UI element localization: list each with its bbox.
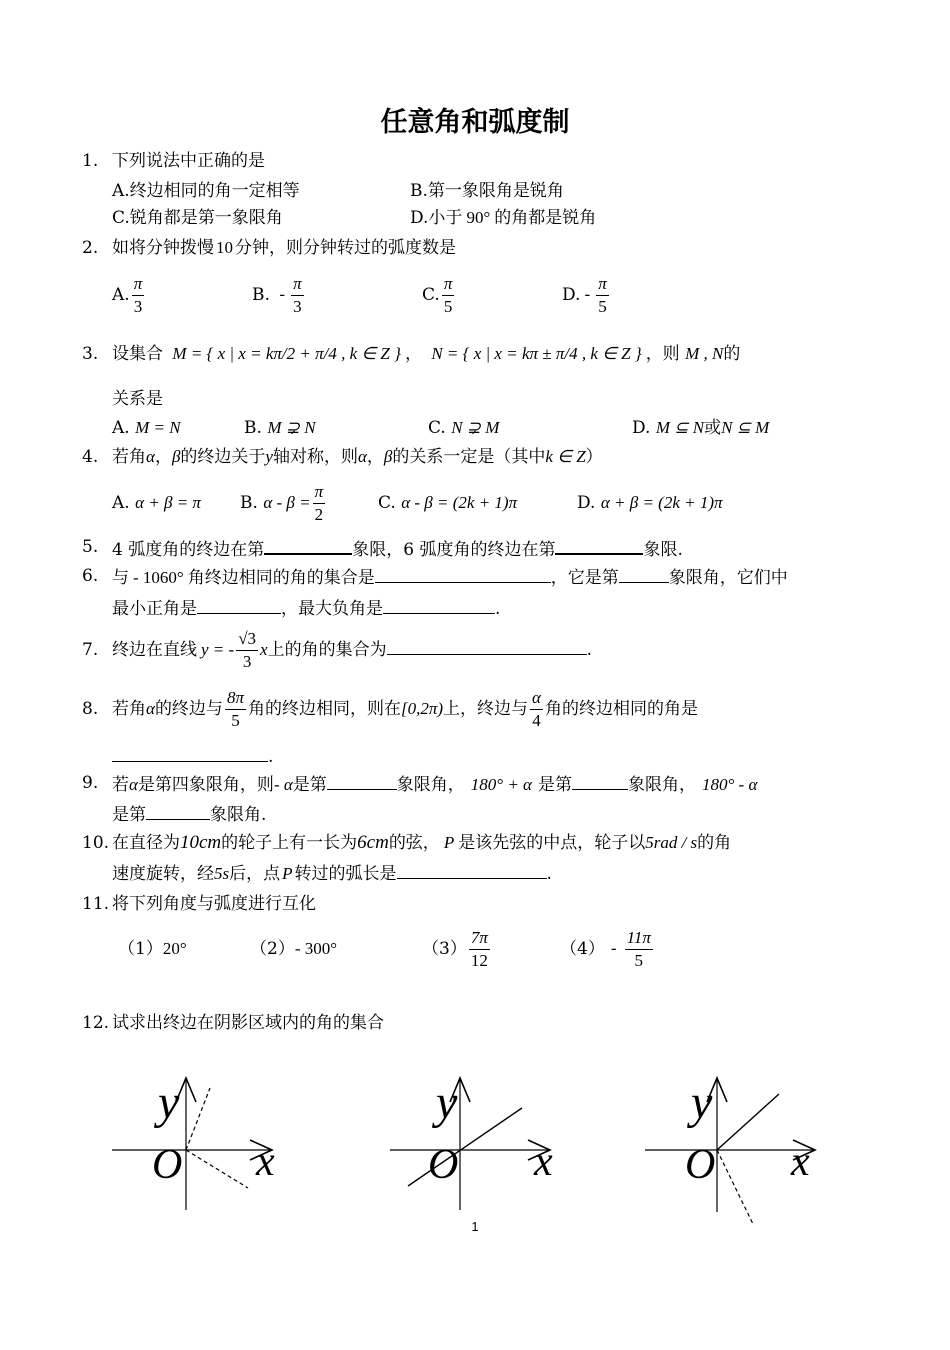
set-n: N = { x | x = kπ ± π/4 , k ∈ Z } xyxy=(431,344,642,363)
q3-stem: 设集合 M = { x | x = kπ/2 + π/4 , k ∈ Z } ， N = { x | x = kπ ± π/4 , k ∈ Z } ，则 M , N的 xyxy=(112,344,741,364)
answer-blank xyxy=(387,638,587,655)
answer-blank xyxy=(383,597,495,614)
q8-line2: . xyxy=(112,745,273,767)
q1-option-d: D.小于 90° 的角都是锐角 xyxy=(410,208,597,228)
q2-stem: 如将分钟拨慢 10 分钟，则分钟转过的弧度数是 xyxy=(112,238,456,258)
answer-blank xyxy=(572,773,628,790)
page-title: 任意角和弧度制 xyxy=(380,107,570,138)
origin-label: O xyxy=(152,1142,183,1188)
q12-stem: 试求出终边在阴影区域内的角的集合 xyxy=(112,1013,384,1033)
answer-blank xyxy=(112,745,268,762)
q10-number: 10. xyxy=(82,833,110,853)
q3-option-c: C. N ⊋ M xyxy=(428,418,500,438)
q3-line2: 关系是 xyxy=(112,389,163,409)
answer-blank xyxy=(397,862,547,879)
figure-3 xyxy=(635,1060,855,1230)
q11-item-2: （2）- 300° xyxy=(250,939,338,959)
page-number: 1 xyxy=(471,1219,479,1234)
q3-number: 3. xyxy=(82,344,99,364)
q4-stem: 若角α，β的终边关于y轴对称，则α，β的关系一定是（其中k ∈ Z） xyxy=(112,447,603,467)
x-axis-label: x xyxy=(791,1139,810,1185)
set-m: M = { x | x = kπ/2 + π/4 , k ∈ Z } xyxy=(172,344,401,363)
q2-option-c: C. $\frac{\pi}{5}$ xyxy=(422,274,453,316)
q11-stem: 将下列角度与弧度进行互化 xyxy=(112,894,316,914)
q5-number: 5. xyxy=(82,537,99,557)
q6-line2: 最小正角是 ，最大负角是 . xyxy=(112,599,501,619)
q9-number: 9. xyxy=(82,773,99,793)
answer-blank xyxy=(197,597,281,614)
q6-number: 6. xyxy=(82,566,99,586)
q12-number: 12. xyxy=(82,1013,110,1033)
q1-number: 1. xyxy=(82,151,99,171)
figure-1 xyxy=(100,1060,320,1220)
q10-line1: 在直径为10cm的轮子上有一长为6cm的弦， P 是该先弦的中点，轮子以5rad / s的角 xyxy=(112,832,732,853)
q10-line2: 速度旋转，经5s后，点 P 转过的弧长是 . xyxy=(112,864,552,884)
q2-option-d: D. - $\frac{\pi}{5}$ xyxy=(562,274,607,316)
answer-blank xyxy=(146,803,210,820)
q3-option-b: B. M ⊋ N xyxy=(244,418,316,438)
answer-blank xyxy=(619,566,669,583)
q1-option-b: B.第一象限角是锐角 xyxy=(410,181,564,201)
x-axis-label: x xyxy=(534,1139,553,1185)
q2-option-a: A. $\frac{\pi}{3}$ xyxy=(112,274,143,316)
q1-stem: 下列说法中正确的是 xyxy=(112,151,265,171)
x-axis-label: x xyxy=(256,1139,275,1185)
q11-item-1: （1）20° xyxy=(118,939,187,959)
q2-option-b: B. - $\frac{\pi}{3}$ xyxy=(252,274,302,316)
q4-option-d: D. α + β = (2k + 1)π xyxy=(577,493,723,513)
q9-line2: 是第 象限角. xyxy=(112,805,267,825)
q4-option-a: A. α + β = π xyxy=(112,493,201,513)
q11-number: 11. xyxy=(82,894,110,914)
q1-option-c: C.锐角都是第一象限角 xyxy=(112,208,283,228)
origin-label: O xyxy=(428,1142,459,1188)
q8-line1: 若角α的终边与 $\frac{8\pi}{5}$ 角的终边相同，则在[0,2π)上，终边与 $\frac{\alpha}{4}$ 角的终边相同的角是 xyxy=(112,688,698,730)
q4-option-b: B. α - β = $\frac{\pi}{2}$ xyxy=(240,482,324,524)
q3-option-a: A. M = N xyxy=(112,418,181,438)
q1-option-a: A.终边相同的角一定相等 xyxy=(112,181,300,201)
q3-option-d: D. M ⊆ N或N ⊆ M xyxy=(632,418,770,438)
answer-blank xyxy=(264,537,352,555)
q4-number: 4. xyxy=(82,447,99,467)
origin-label: O xyxy=(685,1142,716,1188)
q2-number: 2. xyxy=(82,238,99,258)
q7-number: 7. xyxy=(82,640,99,660)
q11-item-3: （3） $\frac{7\pi}{12}$ xyxy=(422,928,488,970)
q7-text: 终边在直线 y = - $\frac{√3}{3}$ x上的角的集合为 . xyxy=(112,629,592,671)
q11-item-4: （4） - $\frac{11\pi}{5}$ xyxy=(560,928,651,970)
y-axis-label: y xyxy=(691,1076,713,1129)
q6-line1: 与 - 1060° 角终边相同的角的集合是 ，它是第 象限角，它们中 xyxy=(112,568,788,588)
answer-blank xyxy=(555,537,643,555)
y-axis-label: y xyxy=(158,1076,180,1129)
q9-line1: 若α是第四象限角，则- α是第 象限角， 180° + α 是第 象限角， 180° - α xyxy=(112,775,758,795)
y-axis-label: y xyxy=(436,1076,458,1129)
q4-option-c: C. α - β = (2k + 1)π xyxy=(378,493,518,513)
figure-2 xyxy=(380,1060,600,1220)
q8-number: 8. xyxy=(82,699,99,719)
q5-text: 4 弧度角的终边在第 象限，6 弧度角的终边在第 象限. xyxy=(112,537,683,560)
answer-blank xyxy=(375,566,551,583)
answer-blank xyxy=(327,773,397,790)
